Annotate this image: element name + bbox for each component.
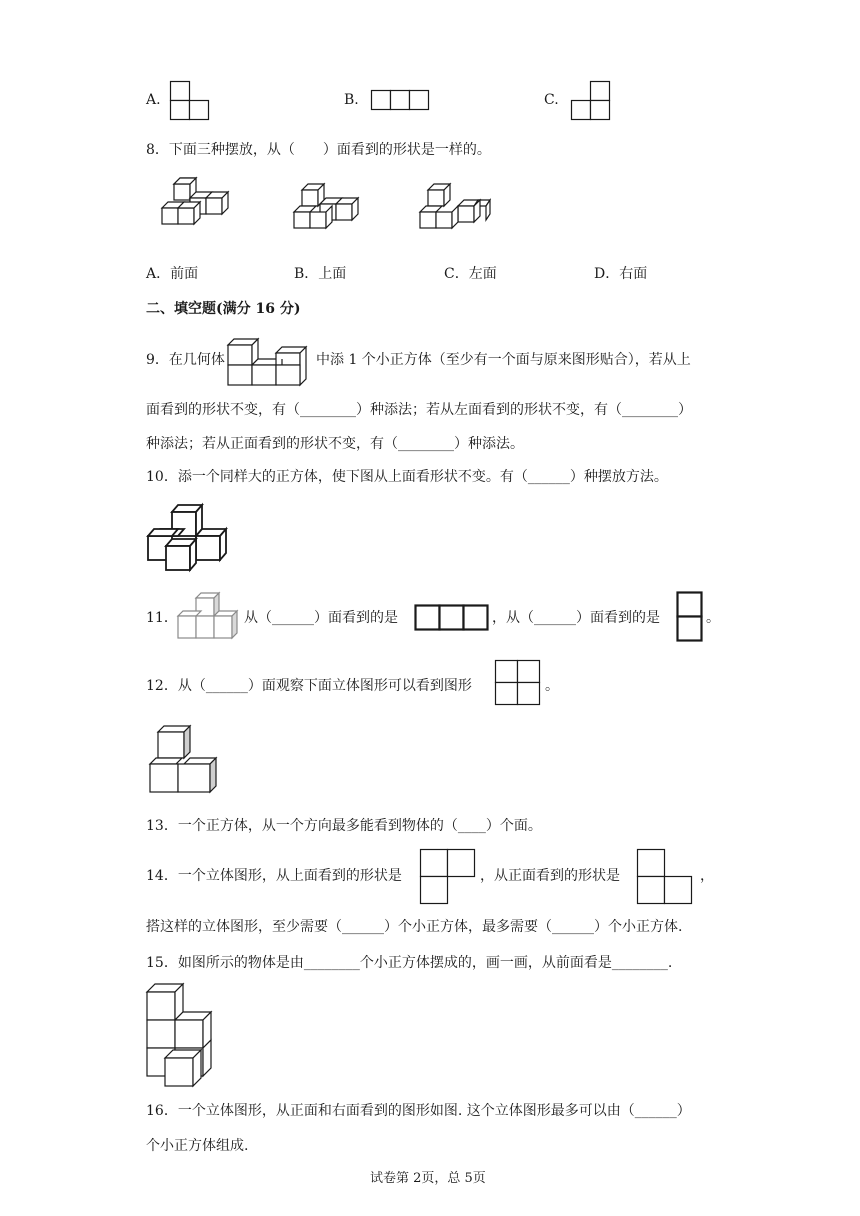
q8-figure-2 xyxy=(290,176,370,238)
q7-option-c-label: C. xyxy=(544,92,559,108)
page-footer: 试卷第 2页，总 5页 xyxy=(370,1171,486,1186)
q14-top-view xyxy=(420,849,476,905)
q15-figure xyxy=(145,982,215,1092)
q7-option-b-shape xyxy=(371,90,431,111)
q8-option-d: D．右面 xyxy=(594,266,648,282)
q9-line3: 种添法；若从正面看到的形状不变，有（________）种添法。 xyxy=(146,436,524,452)
q11-part2: ，从（______）面看到的是 xyxy=(492,610,660,626)
q8-option-a: A．前面 xyxy=(146,266,199,282)
q7-option-a-label: A. xyxy=(146,92,161,108)
q14-part2: ，从正面看到的形状是 xyxy=(480,868,620,884)
q8-option-c: C．左面 xyxy=(444,266,497,282)
q11-end: 。 xyxy=(706,610,720,626)
q11-view-two-squares xyxy=(676,591,704,643)
q7-option-a-shape xyxy=(170,81,210,121)
q10-text: 10．添一个同样大的正方体，使下图从上面看形状不变。有（______）种摆放方法。 xyxy=(146,469,668,485)
q12-end: 。 xyxy=(545,678,559,694)
q9-line2: 面看到的形状不变，有（________）种添法；若从左面看到的形状不变，有（________） xyxy=(146,402,692,418)
q7-option-c-shape xyxy=(571,81,611,121)
q15-text: 15．如图所示的物体是由________个小正方体摆成的，画一画，从前面看是________. xyxy=(146,955,673,971)
q8-option-b: B．上面 xyxy=(294,266,347,282)
q7-option-b-label: B. xyxy=(344,92,359,108)
section-2-title: 二、填空题(满分 16 分) xyxy=(146,301,301,317)
q16-line2: 个小正方体组成. xyxy=(146,1138,249,1154)
q8-stem: 8．下面三种摆放，从（ ）面看到的形状是一样的。 xyxy=(146,142,491,158)
q14-front-view xyxy=(637,849,693,905)
q14-line2: 搭这样的立体图形，至少需要（______）个小正方体，最多需要（______）个小正方体. xyxy=(146,919,683,935)
q14-part1: 14．一个立体图形，从上面看到的形状是 xyxy=(146,868,402,884)
q11-view-three-squares xyxy=(414,604,490,632)
q9-figure xyxy=(226,337,318,387)
q10-figure xyxy=(146,502,236,578)
q9-line1-pre: 9．在几何体 xyxy=(146,352,225,368)
q11-number: 11． xyxy=(146,610,178,626)
q14-part3: ， xyxy=(700,868,714,884)
q13-text: 13．一个正方体，从一个方向最多能看到物体的（____）个面。 xyxy=(146,818,542,834)
q12-text: 12．从（______）面观察下面立体图形可以看到图形 xyxy=(146,678,472,694)
q11-part1: 从（______）面看到的是 xyxy=(244,610,398,626)
q9-line1-post: 中添 1 个小正方体（至少有一个面与原来图形贴合），若从上 xyxy=(316,352,691,368)
q8-figure-1 xyxy=(160,176,240,238)
q8-figure-3 xyxy=(418,176,498,238)
q12-view-square-grid xyxy=(495,660,541,706)
q16-line1: 16．一个立体图形，从正面和右面看到的图形如图. 这个立体图形最多可以由（______） xyxy=(146,1103,691,1119)
q11-figure xyxy=(176,590,242,644)
q12-figure xyxy=(148,724,222,796)
